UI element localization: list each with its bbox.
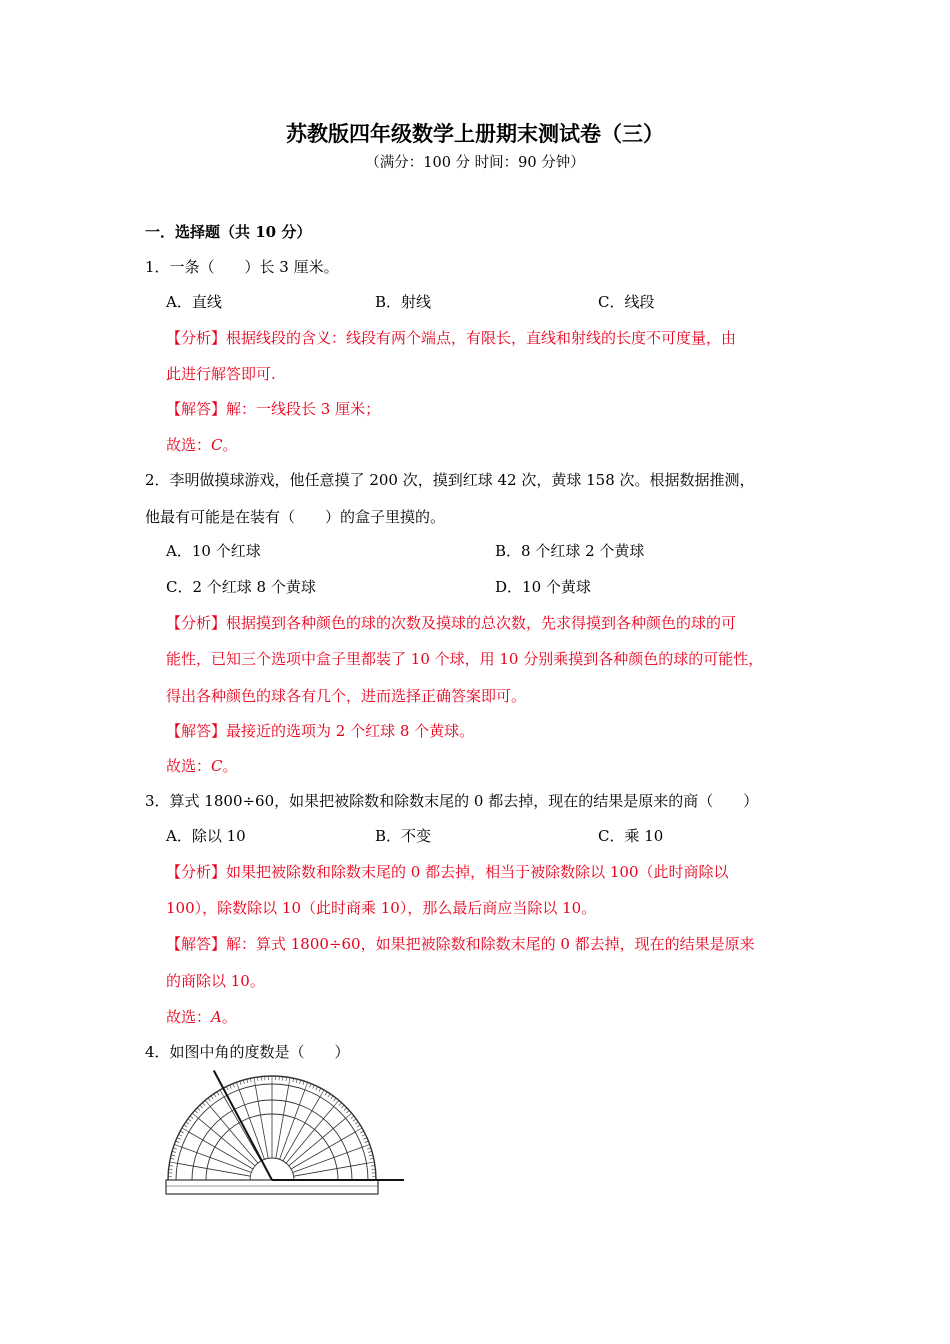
q2-analysis-line2: 能性，已知三个选项中盒子里都装了 10 个球，用 10 分别乘摸到各种颜色的球的可能性， bbox=[166, 650, 764, 668]
q3-option-b: B．不变 bbox=[375, 827, 432, 845]
q2-stem-line1: 2．李明做摸球游戏，他任意摸了 200 次，摸到红球 42 次，黄球 158 次。根据数据推测， bbox=[145, 471, 755, 489]
q3-analysis-line1: 【分析】如果把被除数和除数末尾的 0 都去掉，相当于被除数除以 100（此时商除以 bbox=[166, 863, 729, 881]
q3-stem: 3．算式 1800÷60，如果把被除数和除数末尾的 0 都去掉，现在的结果是原来的商（ ） bbox=[145, 792, 759, 810]
q1-analysis-line2: 此进行解答即可. bbox=[166, 365, 276, 383]
q3-answer-line1: 【解答】解：算式 1800÷60，如果把被除数和除数末尾的 0 都去掉，现在的结果是原来 bbox=[166, 935, 755, 953]
q1-choice: 故选：C。 bbox=[166, 436, 238, 454]
q1-option-b: B．射线 bbox=[375, 293, 432, 311]
q3-analysis-line2: 100），除数除以 10（此时商乘 10），那么最后商应当除以 10。 bbox=[166, 899, 597, 917]
q3-choice: 故选：A。 bbox=[166, 1008, 237, 1026]
q1-option-a: A．直线 bbox=[166, 293, 222, 311]
page-title: 苏教版四年级数学上册期末测试卷（三） bbox=[286, 122, 664, 146]
q2-option-a: A．10 个红球 bbox=[166, 542, 261, 560]
q4-stem: 4．如图中角的度数是（ ） bbox=[145, 1043, 350, 1061]
q1-analysis-line1: 【分析】根据线段的含义：线段有两个端点，有限长，直线和射线的长度不可度量，由 bbox=[166, 329, 737, 347]
q3-answer-line2: 的商除以 10。 bbox=[166, 972, 265, 990]
q2-stem-line2: 他最有可能是在装有（ ）的盒子里摸的。 bbox=[145, 508, 446, 526]
q2-analysis-line3: 得出各种颜色的球各有几个，进而选择正确答案即可。 bbox=[166, 687, 527, 705]
q1-stem: 1．一条（ ）长 3 厘米。 bbox=[145, 258, 339, 276]
q2-option-c: C．2 个红球 8 个黄球 bbox=[166, 578, 316, 596]
q1-answer: 【解答】解：一线段长 3 厘米； bbox=[166, 400, 381, 418]
protractor-figure bbox=[160, 1068, 410, 1198]
q3-option-a: A．除以 10 bbox=[166, 827, 246, 845]
page-subtitle: （满分：100 分 时间：90 分钟） bbox=[365, 155, 585, 171]
q1-option-c: C．线段 bbox=[598, 293, 655, 311]
q2-analysis-line1: 【分析】根据摸到各种颜色的球的次数及摸球的总次数，先求得摸到各种颜色的球的可 bbox=[166, 614, 737, 632]
section-heading: 一．选择题（共 10 分） bbox=[145, 223, 312, 241]
q2-answer: 【解答】最接近的选项为 2 个红球 8 个黄球。 bbox=[166, 722, 475, 740]
q2-choice: 故选：C。 bbox=[166, 757, 238, 775]
q2-option-b: B．8 个红球 2 个黄球 bbox=[495, 542, 645, 560]
q3-option-c: C．乘 10 bbox=[598, 827, 664, 845]
q2-option-d: D．10 个黄球 bbox=[495, 578, 591, 596]
